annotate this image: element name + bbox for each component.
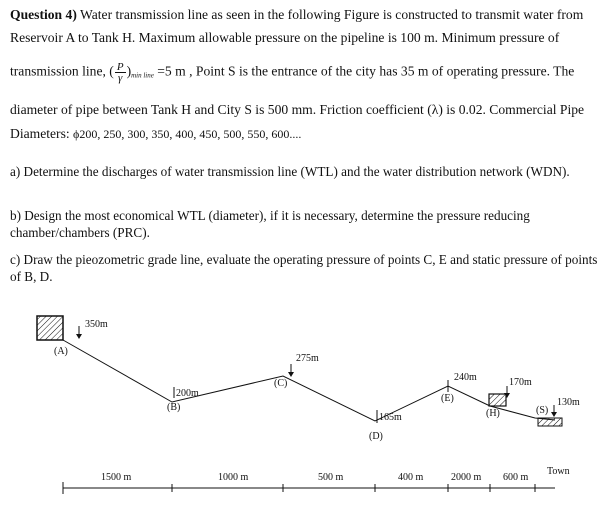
diameters-label: Diameters: <box>10 126 70 141</box>
item-c: c) Draw the pieozometric grade line, evaluate the operating pressure of points C, E and static pressure of points of B, D. <box>10 252 598 284</box>
town-label: Town <box>547 466 570 477</box>
point-d-label: (D) <box>369 431 383 442</box>
point-b-label: (B) <box>167 402 181 413</box>
elevation-arrow-a <box>76 326 82 339</box>
elevation-arrow-c <box>288 364 294 377</box>
length-de-label: 400 m <box>398 472 424 483</box>
elevation-d-label: 165m <box>379 412 402 423</box>
item-a: a) Determine the discharges of water transmission line (WTL) and the water distribution network (WDN). <box>10 164 570 179</box>
length-bc-label: 1000 m <box>218 472 249 483</box>
question-line-4: diameter of pipe between Tank H and City S is 500 mm. Friction coefficient (λ) is 0.02. Commercial Pipe <box>10 102 585 117</box>
elevation-b-label: 200m <box>176 388 199 399</box>
question-text-1: Water transmission line as seen in the following Figure is constructed to transmit water from <box>80 7 584 22</box>
elevation-h-label: 170m <box>509 377 532 388</box>
elevation-e-label: 240m <box>454 372 477 383</box>
point-c-label: (C) <box>274 378 288 389</box>
item-b: b) Design the most economical WTL (diameter), if it is necessary, determine the pressure reducing chamber/chambers (PRC). <box>10 208 530 240</box>
point-e-label: (E) <box>441 393 454 404</box>
question-label: Question 4) <box>10 7 77 22</box>
tank-h-icon <box>489 394 506 406</box>
question-text-3b: =5 m , Point S is the entrance of the city has 35 m of operating pressure. The <box>157 63 575 79</box>
point-h-label: (H) <box>486 408 500 419</box>
diameters-values: ϕ200, 250, 300, 350, 400, 450, 500, 550, 600.... <box>73 127 302 141</box>
question-text-3a: transmission line, ( <box>10 63 114 79</box>
length-cd-label: 500 m <box>318 472 344 483</box>
town-buildings-icon <box>538 418 562 426</box>
point-a-label: (A) <box>54 346 68 357</box>
elevation-s-label: 130m <box>557 397 580 408</box>
fraction-subscript: min line <box>131 71 154 80</box>
question-line-2: Reservoir A to Tank H. Maximum allowable pressure on the pipeline is 100 m. Minimum pressure of <box>10 30 560 45</box>
point-s-label: (S) <box>536 405 549 416</box>
elevation-a-label: 350m <box>85 319 108 330</box>
elevation-c-label: 275m <box>296 353 319 364</box>
fraction-numerator: P <box>116 61 124 73</box>
length-ab-label: 1500 m <box>101 472 132 483</box>
length-eh-label: 2000 m <box>451 472 482 483</box>
reservoir-a-icon <box>37 316 63 340</box>
fraction-denominator: γ <box>118 72 123 84</box>
length-hs-label: 600 m <box>503 472 529 483</box>
question-line-3: transmission line, ( $\frac{P}{\gamma}$ )$_{min line} =5$ m , Point S is the entrance of the city has 35 m of operating pressure. The <box>10 61 575 84</box>
